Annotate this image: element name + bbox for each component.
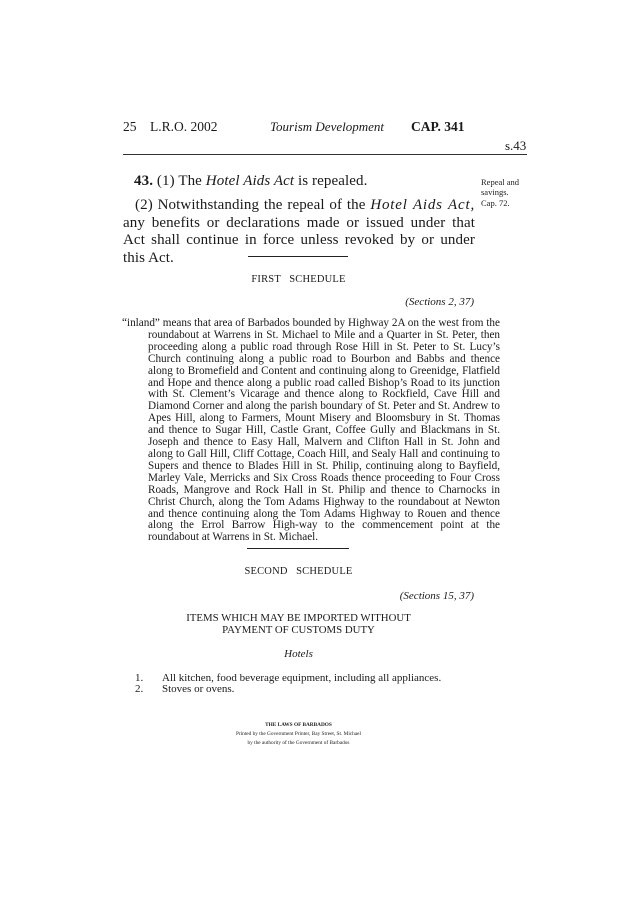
sections-reference: (Sections 15, 37)	[399, 590, 474, 602]
footer-authority: by the authority of the Government of Barbados	[247, 740, 350, 746]
inland-definition: “inland” means that area of Barbados bounded by Highway 2A on the west from the roundabout at Warrens in St. Michael to Mile and a Quarter in St. Peter, then proceeding along a public road through Rose Hill in St. Peter to St. Lucy’s Church continuing along a public road to Bourbon and Babbs and thence along to Bromefield and Content and continuing along to Greenidge, Flatfield and Hope and thence along a public road called Bishop’s Road to its junction with St. Clement’s Vicarage and thence along to Rockfield, Cave Hill and Diamond Corner and along the parish boundary of St. Peter and St. Andrew to Apes Hill, along to Farmers, Mount Misery and Bloomsbury in St. Thomas and thence to Sugar Hill, Castle Grant, Coffee Gully and Blackmans in St. Joseph and thence to Easy Hall, Malvern and Clifton Hall in St. John and along to Gall Hill, Cliff Cottage, Coach Hill, and Sealy Hall and continuing to Supers and thence to Blades Hill in St. Philip, continuing along to Bayfield, Marley Vale, Merricks and Six Cross Roads thence proceeding to Four Cross Roads, Mangrove and Rock Hall in St. Philip and thence to Charnocks in Christ Church, along the Tom Adams Highway to the roundabout at Newton and thence continuing along the Tom Adams Highway to Rouen and thence along the Errol Barrow High-way to the commencement point at the roundabout at Warrens in St. Michael.	[122, 317, 500, 544]
category-heading: Hotels	[284, 648, 313, 660]
marginal-note-citation: Cap. 72.	[481, 198, 510, 208]
items-heading-line: PAYMENT OF CUSTOMS DUTY	[222, 624, 375, 636]
footer-title: THE LAWS OF BARBADOS	[265, 722, 332, 728]
sections-reference: (Sections 2, 37)	[405, 296, 474, 308]
item-text: All kitchen, food beverage equipment, including all appliances.	[162, 672, 442, 684]
subsection-1-text-post: is repealed.	[298, 173, 368, 189]
subsection-1-text-pre: The	[178, 173, 202, 189]
chapter-label: CAP. 341	[411, 119, 465, 134]
schedule-divider	[248, 256, 348, 257]
list-item	[135, 683, 234, 695]
revision-label: L.R.O. 2002	[150, 119, 218, 134]
page-number: 25	[123, 119, 137, 134]
items-heading-line: ITEMS WHICH MAY BE IMPORTED WITHOUT	[186, 612, 411, 624]
schedule-title: FIRST SCHEDULE	[251, 274, 346, 285]
act-reference: Hotel Aids Act	[205, 173, 295, 189]
act-reference: Hotel Aids Act,	[370, 197, 475, 213]
header-divider	[123, 154, 527, 155]
section-number: 43.	[134, 173, 154, 189]
subsection-2-text-pre: (2) Notwithstanding the repeal of the	[135, 197, 366, 213]
schedule-divider	[247, 548, 349, 549]
subsection-1	[134, 173, 368, 190]
item-number: 2.	[135, 683, 144, 695]
section-label: s.43	[505, 138, 527, 153]
act-title: Tourism Development	[270, 119, 384, 134]
item-text: Stoves or ovens.	[162, 683, 235, 695]
marginal-note: Repeal and savings.	[481, 177, 519, 197]
item-number: 1.	[135, 672, 144, 684]
subsection-1-label: (1)	[156, 173, 175, 189]
schedule-title: SECOND SCHEDULE	[244, 566, 353, 577]
items-heading	[0, 612, 597, 636]
subsection-2-text-post: any benefits or declarations made or issued under that Act shall continue in force unless revoked by or under this Act.	[123, 214, 475, 266]
footer-printer: Printed by the Government Printer, Bay Street, St. Michael	[236, 731, 361, 737]
